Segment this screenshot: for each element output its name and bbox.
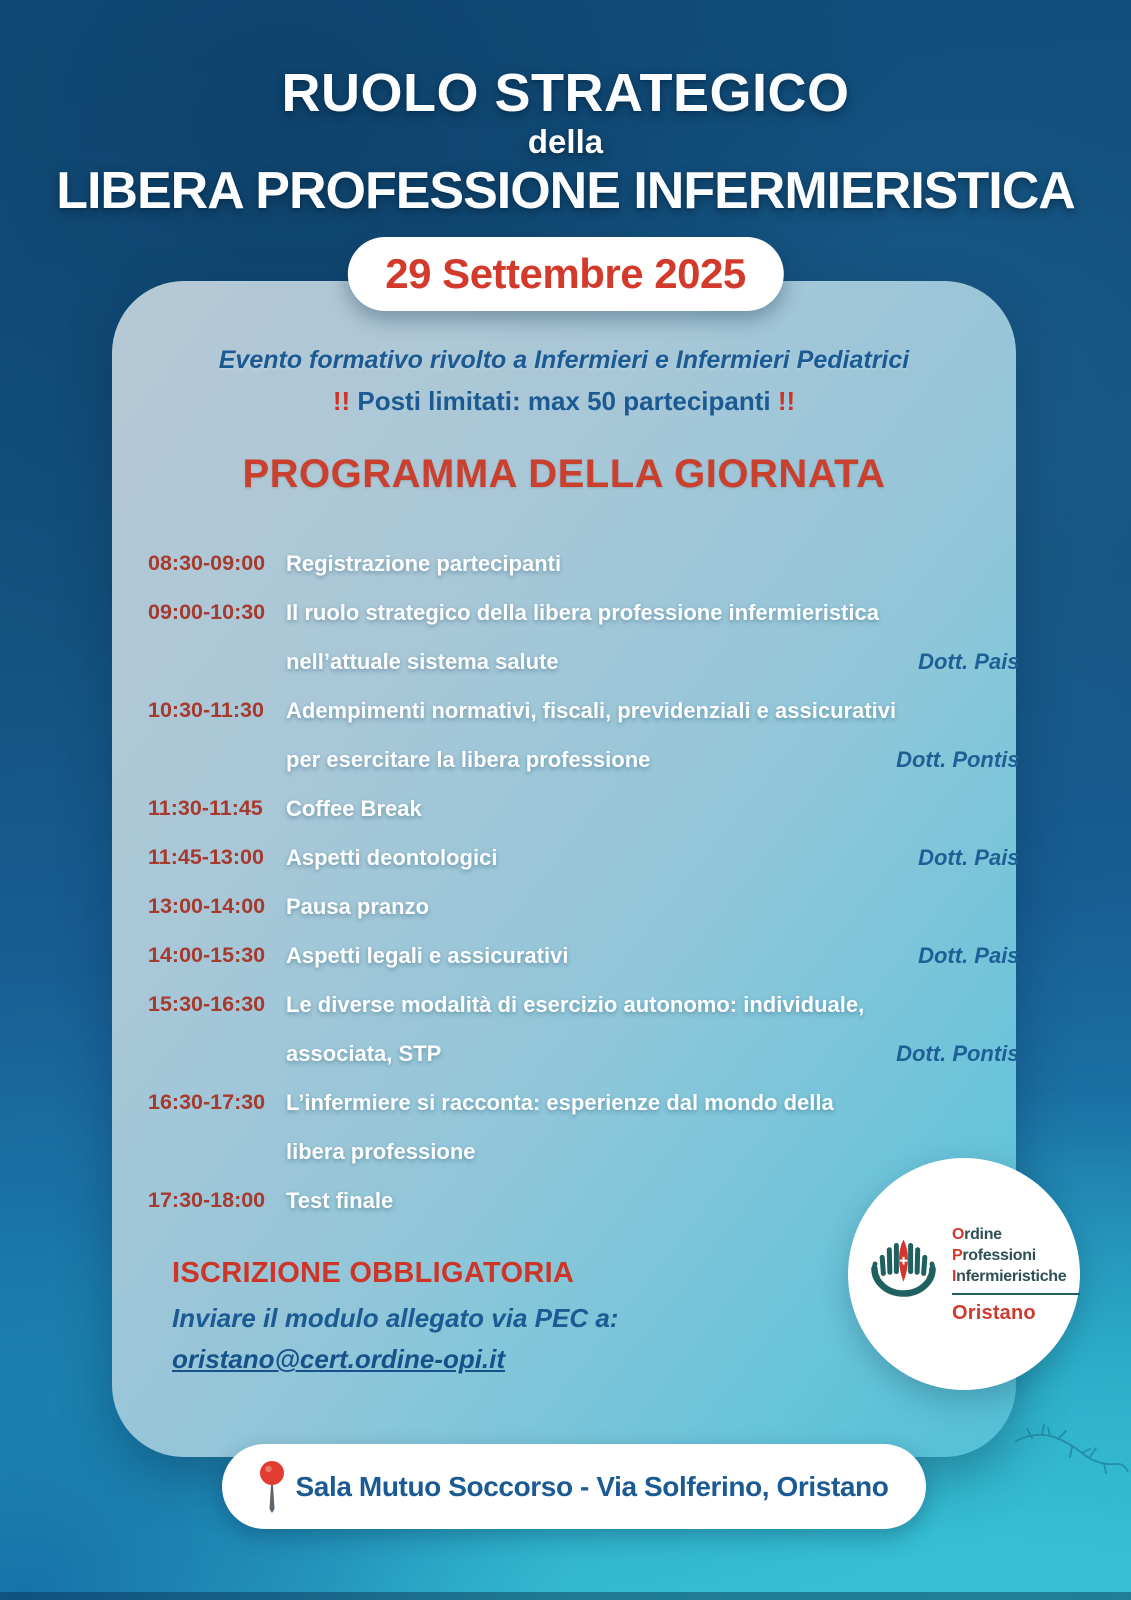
schedule-topic: nell’attuale sistema salute [286,648,559,674]
schedule-topic: Registrazione partecipanti [286,550,562,576]
schedule-time [148,1029,286,1078]
exclamation-mark: !! [332,386,351,416]
seats-limit-text [112,384,1016,418]
registration-heading: ISCRIZIONE OBBLIGATORIA [172,1257,575,1289]
schedule-speaker: Dott. Pais [918,844,1020,870]
location-pill [222,1444,926,1529]
location-pin-icon [260,1459,284,1515]
schedule-time: 08:30-09:00 [148,551,266,575]
schedule-speaker [896,1078,1019,1127]
schedule-time: 15:30-16:30 [148,992,266,1016]
schedule-topic: libera professione [286,1138,476,1164]
event-title-line-3: LIBERA PROFESSIONE INFERMIERISTICA [56,162,1075,220]
opi-logo-text [952,1224,1080,1325]
event-title [0,64,1131,219]
registration-email-link[interactable]: oristano@cert.ordine-opi.it [172,1344,506,1374]
schedule-time: 10:30-11:30 [148,698,264,722]
schedule-topic: Aspetti legali e assicurativi [286,942,569,968]
logo-org-line: Infermieristiche [952,1267,1067,1285]
audience-text: Evento formativo rivolto a Infermieri e Infermieri Pediatrici [218,346,910,374]
schedule-time: 13:00-14:00 [148,894,266,918]
schedule-topic: per esercitare la libera professione [286,746,651,772]
schedule-speaker [896,980,1019,1029]
schedule-time: 11:30-11:45 [148,796,263,820]
schedule-time: 11:45-13:00 [148,845,264,869]
schedule-speaker [896,539,1019,588]
opi-hands-icon [865,1225,942,1323]
schedule-speaker [896,588,1019,637]
schedule-topic: Il ruolo strategico della libera professione infermieristica [286,599,879,625]
opi-oristano-logo [848,1158,1080,1390]
schedule-topic: Pausa pranzo [286,893,430,919]
schedule-topic: Coffee Break [286,795,422,821]
logo-org-line: Professioni [952,1246,1036,1264]
schedule-speaker [896,686,1019,735]
schedule-time: 17:30-18:00 [148,1188,266,1212]
date-badge [347,237,783,311]
schedule-speaker: Dott. Pontis [896,1040,1020,1066]
logo-city: Oristano [952,1301,1036,1324]
schedule-time: 09:00-10:30 [148,600,266,624]
program-heading: PROGRAMMA DELLA GIORNATA [242,452,886,496]
schedule-time [148,1127,286,1176]
schedule-speaker [896,784,1019,833]
event-title-line-1: RUOLO STRATEGICO [281,63,850,123]
schedule-time [148,735,286,784]
schedule-topic: Le diverse modalità di esercizio autonomo: individuale, [286,991,865,1017]
event-title-line-2: della [527,123,604,160]
limit-label: Posti limitati: max 50 partecipanti [357,386,771,416]
schedule-speaker: Dott. Pais [918,942,1020,968]
schedule-speaker [896,882,1019,931]
schedule-time [148,637,286,686]
schedule-table [148,539,1020,1225]
coral-branch-decoration [1012,1405,1130,1485]
venue-address: Sala Mutuo Soccorso - Via Solferino, Oristano [295,1470,889,1502]
schedule-topic: Test finale [286,1187,394,1213]
schedule-time: 14:00-15:30 [148,943,266,967]
schedule-speaker: Dott. Pais [918,648,1020,674]
logo-divider [952,1293,1080,1295]
schedule-topic: L’infermiere si racconta: esperienze dal mondo della [286,1089,834,1115]
event-date: 29 Settembre 2025 [385,250,746,297]
registration-instruction: Inviare il modulo allegato via PEC a: [172,1303,619,1333]
schedule-topic: Adempimenti normativi, fiscali, previdenziali e assicurativi [286,697,897,723]
schedule-topic: associata, STP [286,1040,442,1066]
exclamation-mark: !! [777,386,796,416]
schedule-time: 16:30-17:30 [148,1090,266,1114]
schedule-speaker: Dott. Pontis [896,746,1020,772]
schedule-topic: Aspetti deontologici [286,844,498,870]
logo-org-line: Ordine [952,1225,1002,1243]
registration-block [172,1257,618,1375]
